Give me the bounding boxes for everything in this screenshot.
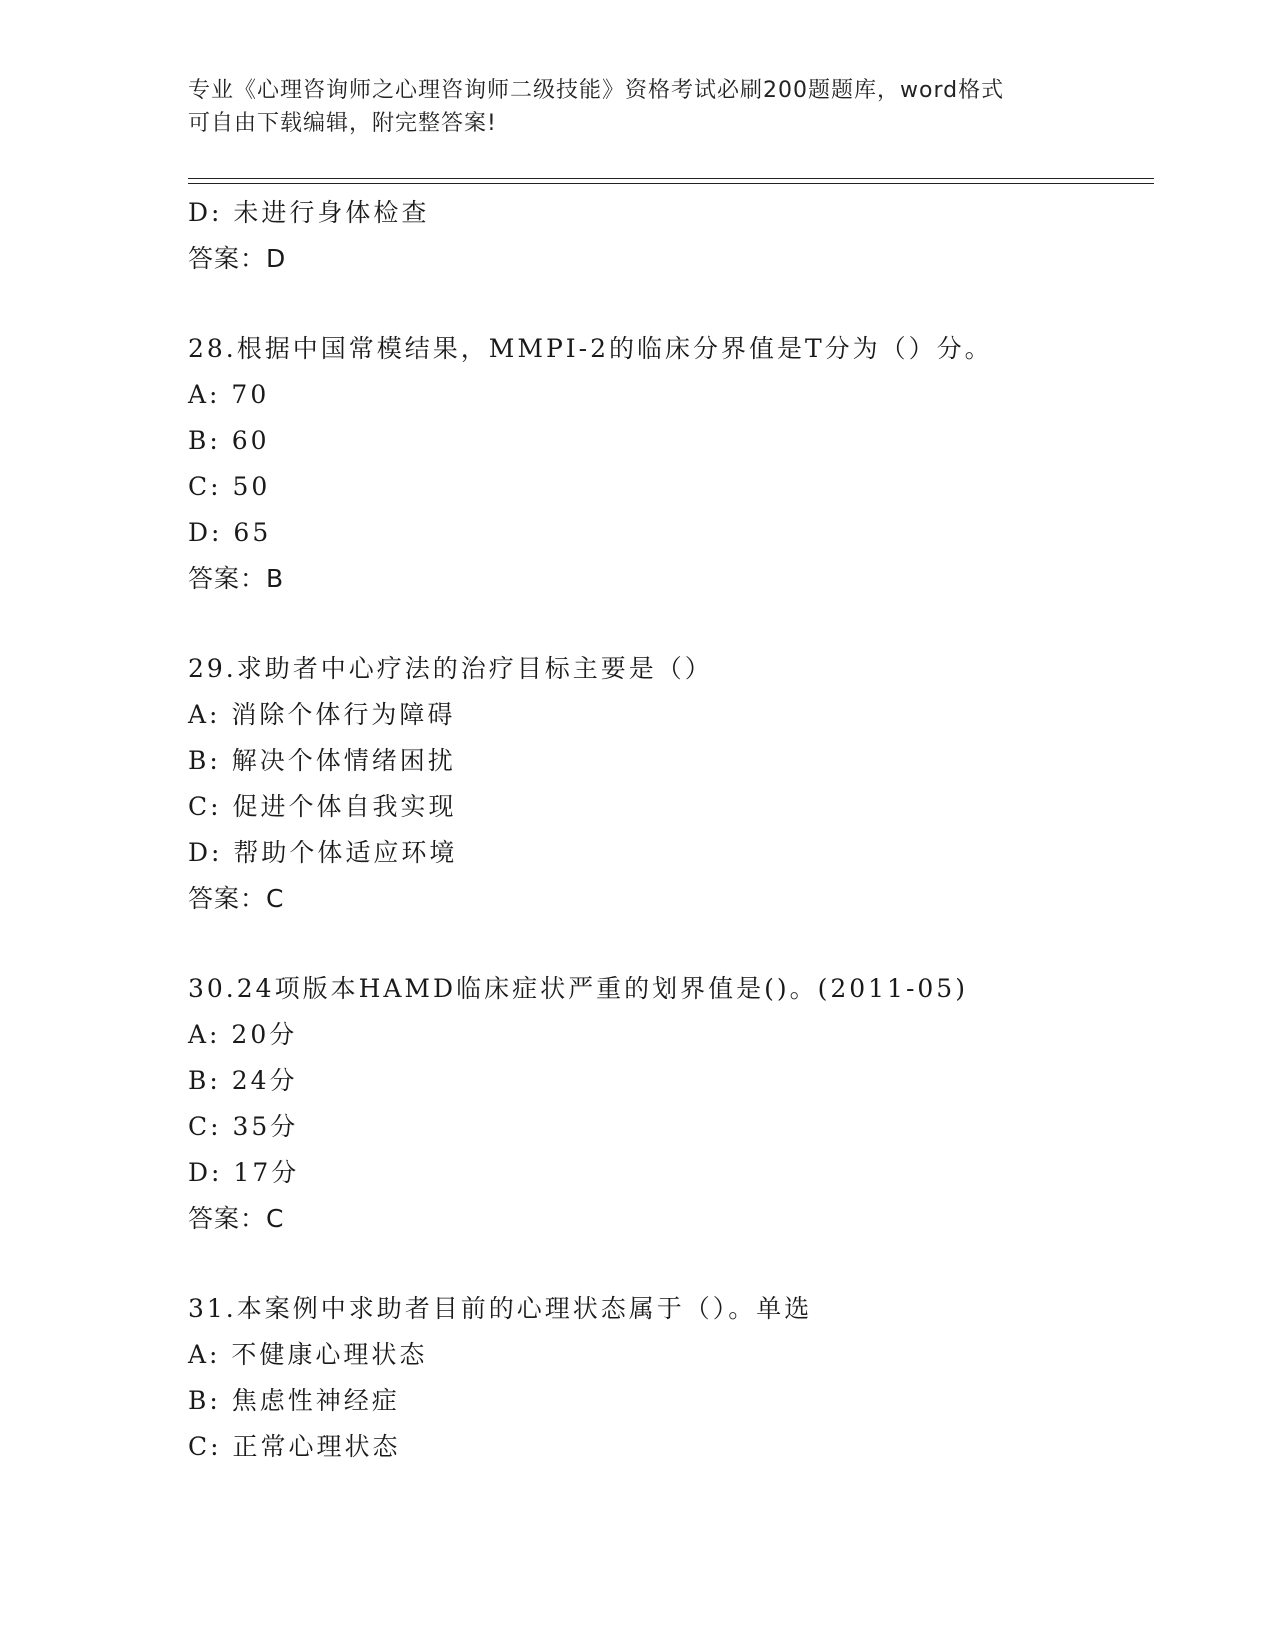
option-line: D: 65 bbox=[188, 518, 272, 547]
page-header bbox=[188, 74, 1088, 140]
option-line: D: 17分 bbox=[188, 1158, 300, 1187]
option-line: A: 不健康心理状态 bbox=[188, 1340, 428, 1369]
option-line: C: 35分 bbox=[188, 1112, 299, 1141]
option-line: B: 60 bbox=[188, 426, 270, 455]
option-line: B: 24分 bbox=[188, 1066, 298, 1095]
answer-line: 答案：D bbox=[188, 244, 287, 273]
answer-line: 答案：B bbox=[188, 564, 285, 593]
answer-line: 答案：C bbox=[188, 884, 285, 913]
answer-line: 答案：C bbox=[188, 1204, 285, 1233]
option-line: A: 20分 bbox=[188, 1020, 298, 1049]
option-line: A: 消除个体行为障碍 bbox=[188, 700, 456, 729]
option-line: B: 解决个体情绪困扰 bbox=[188, 746, 456, 775]
option-line: B: 焦虑性神经症 bbox=[188, 1386, 400, 1415]
header-divider-top bbox=[188, 178, 1154, 179]
option-line: D: 未进行身体检查 bbox=[188, 198, 430, 227]
header-divider-bottom bbox=[188, 183, 1154, 184]
question-29: 29.求助者中心疗法的治疗目标主要是（） bbox=[188, 654, 713, 683]
option-line: C: 促进个体自我实现 bbox=[188, 792, 457, 821]
question-list bbox=[188, 190, 1154, 1470]
header-line-2: 可自由下载编辑，附完整答案! bbox=[188, 111, 497, 136]
option-line: C: 正常心理状态 bbox=[188, 1432, 401, 1461]
question-28: 28.根据中国常模结果，MMPI-2的临床分界值是T分为（）分。 bbox=[188, 334, 993, 363]
question-30: 30.24项版本HAMD临床症状严重的划界值是()。(2011-05) bbox=[188, 974, 968, 1003]
question-31: 31.本案例中求助者目前的心理状态属于（）。单选 bbox=[188, 1294, 813, 1323]
option-line: A: 70 bbox=[188, 380, 270, 409]
header-line-1: 专业《心理咨询师之心理咨询师二级技能》资格考试必刷200题题库，word格式 bbox=[188, 78, 1005, 103]
option-line: D: 帮助个体适应环境 bbox=[188, 838, 458, 867]
option-line: C: 50 bbox=[188, 472, 271, 501]
